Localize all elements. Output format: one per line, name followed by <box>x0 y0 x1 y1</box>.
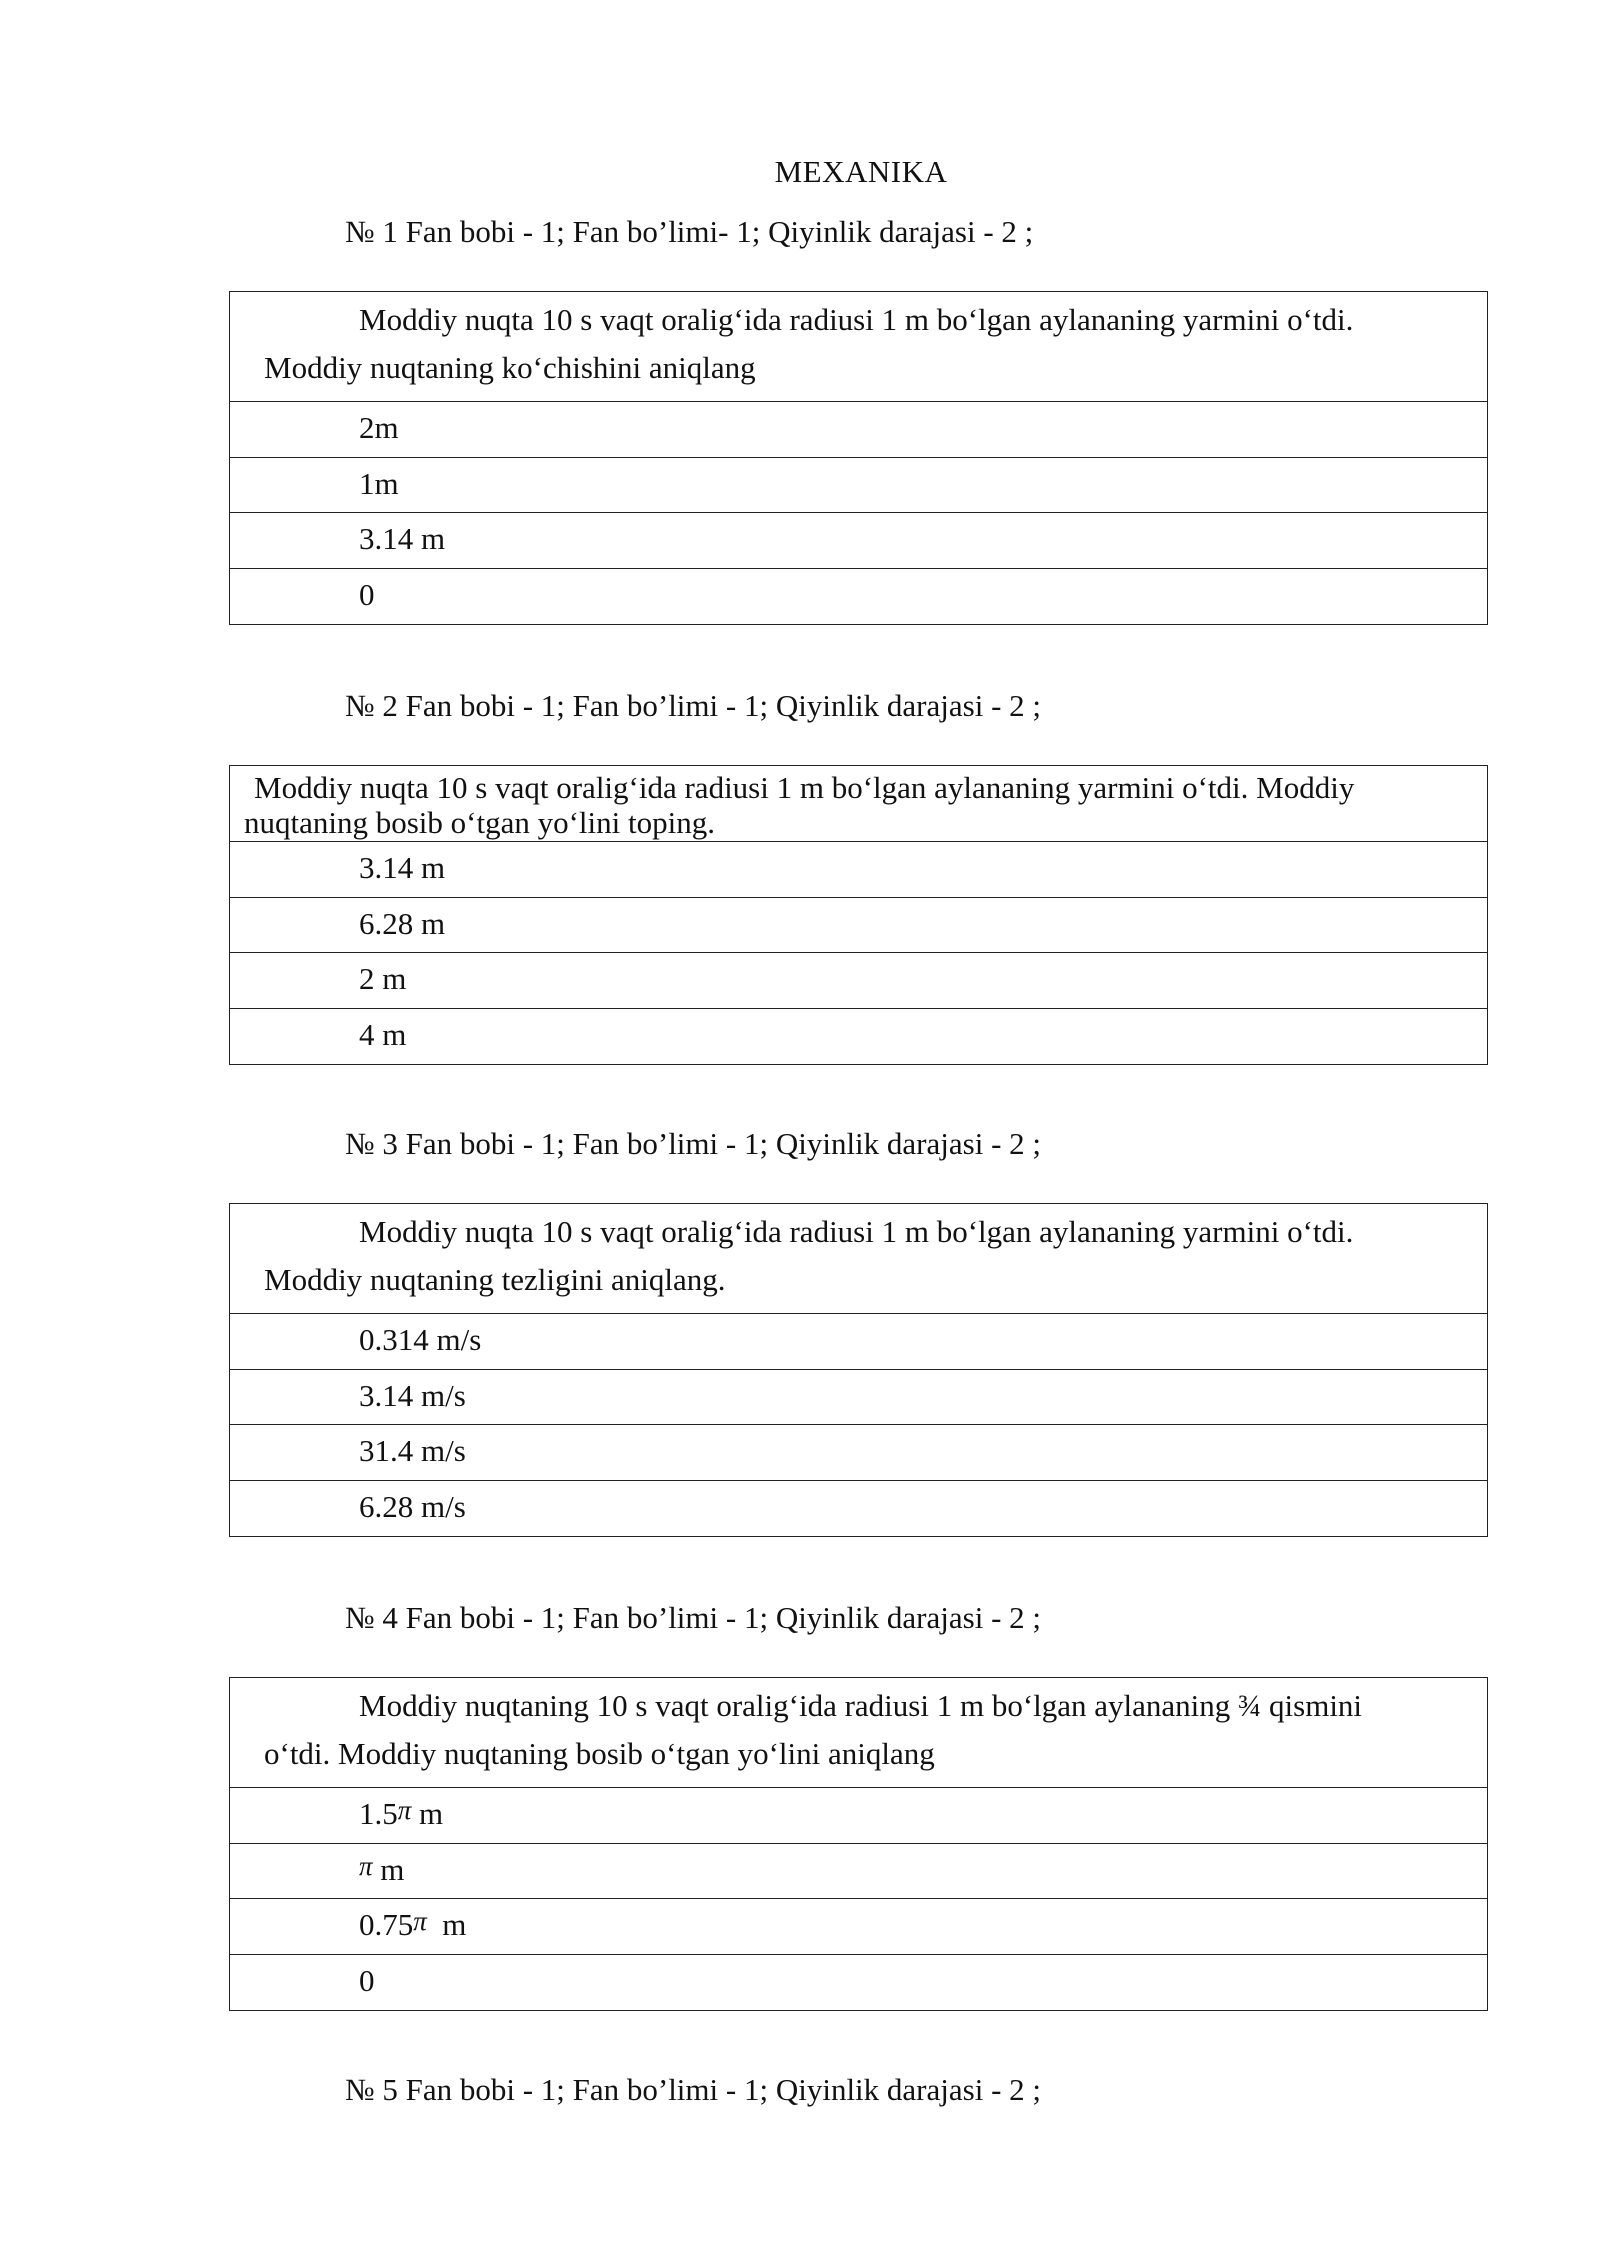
question-5-header: № 5 Fan bobi - 1; Fan bo’limi - 1; Qiyinlik darajasi - 2 ; <box>345 2072 1042 2107</box>
question-3-option-3: 31.4 m/s <box>230 1425 1487 1481</box>
question-1-header: № 1 Fan bobi - 1; Fan bo’limi- 1; Qiyinlik darajasi - 2 ; <box>345 214 1034 249</box>
option-value: 0.75 <box>359 1907 414 1942</box>
question-1-option-3: 3.14 m <box>230 513 1487 569</box>
question-2-header: № 2 Fan bobi - 1; Fan bo’limi - 1; Qiyinlik darajasi - 2 ; <box>345 688 1042 723</box>
question-4-option-1 <box>230 1788 1487 1844</box>
question-3-option-1: 0.314 m/s <box>230 1314 1487 1370</box>
pi-symbol: π <box>359 1850 373 1881</box>
question-4-option-4 <box>230 1955 1487 2011</box>
question-1-stem-line-1: Moddiy nuqta 10 s vaqt oralig‘ida radiusi 1 m bo‘lgan aylananing yarmini o‘tdi. <box>359 302 1354 337</box>
question-2-option-4: 4 m <box>359 1016 407 1052</box>
question-1-option-2: 1m <box>230 458 1487 514</box>
option-unit: m <box>411 1796 444 1831</box>
document-title: MEXANIKA <box>774 154 948 189</box>
question-1-stem-line-2: Moddiy nuqtaning ko‘chishini aniqlang <box>264 350 756 385</box>
question-2-option-1: 3.14 m <box>230 842 1487 898</box>
question-1-stem <box>230 292 1487 402</box>
question-2-stem-line-2: nuqtaning bosib o‘tgan yo‘lini toping. <box>244 805 715 840</box>
question-4-option-3 <box>230 1899 1487 1955</box>
question-2-option-2: 6.28 m <box>230 898 1487 954</box>
question-1-option-4: 0 <box>359 576 375 612</box>
question-4-stem-line-2: o‘tdi. Moddiy nuqtaning bosib o‘tgan yo‘lini aniqlang <box>264 1736 935 1771</box>
pi-symbol: π <box>413 1906 427 1936</box>
question-2-stem <box>230 766 1487 842</box>
question-2-stem-line-1: Moddiy nuqta 10 s vaqt oralig‘ida radiusi 1 m bo‘lgan aylananing yarmini o‘tdi. Moddiy <box>254 770 1355 805</box>
question-1-option-1: 2m <box>230 402 1487 458</box>
question-3-header: № 3 Fan bobi - 1; Fan bo’limi - 1; Qiyinlik darajasi - 2 ; <box>345 1126 1042 1161</box>
question-3-table <box>229 1203 1488 1537</box>
question-3-stem <box>230 1204 1487 1314</box>
pi-symbol: π <box>397 1795 412 1825</box>
question-2-table <box>229 765 1488 1065</box>
question-2-option-3: 2 m <box>230 953 1487 1009</box>
option-value: 0 <box>359 1962 375 1998</box>
question-4-stem <box>230 1678 1487 1788</box>
question-4-option-2 <box>230 1844 1487 1900</box>
question-3-option-4: 6.28 m/s <box>359 1488 466 1524</box>
question-4-header: № 4 Fan bobi - 1; Fan bo’limi - 1; Qiyinlik darajasi - 2 ; <box>345 1600 1042 1635</box>
option-unit: m <box>372 1851 405 1887</box>
question-1-table <box>229 291 1488 625</box>
question-3-option-2: 3.14 m/s <box>230 1370 1487 1426</box>
question-4-table <box>229 1677 1488 2011</box>
option-unit: m <box>426 1907 467 1942</box>
option-value: 1.5 <box>359 1796 398 1831</box>
question-3-stem-line-1: Moddiy nuqta 10 s vaqt oralig‘ida radiusi 1 m bo‘lgan aylananing yarmini o‘tdi. <box>359 1214 1354 1249</box>
question-3-stem-line-2: Moddiy nuqtaning tezligini aniqlang. <box>264 1262 726 1297</box>
question-4-stem-line-1: Moddiy nuqtaning 10 s vaqt oralig‘ida radiusi 1 m bo‘lgan aylananing ¾ qismini <box>359 1688 1363 1723</box>
